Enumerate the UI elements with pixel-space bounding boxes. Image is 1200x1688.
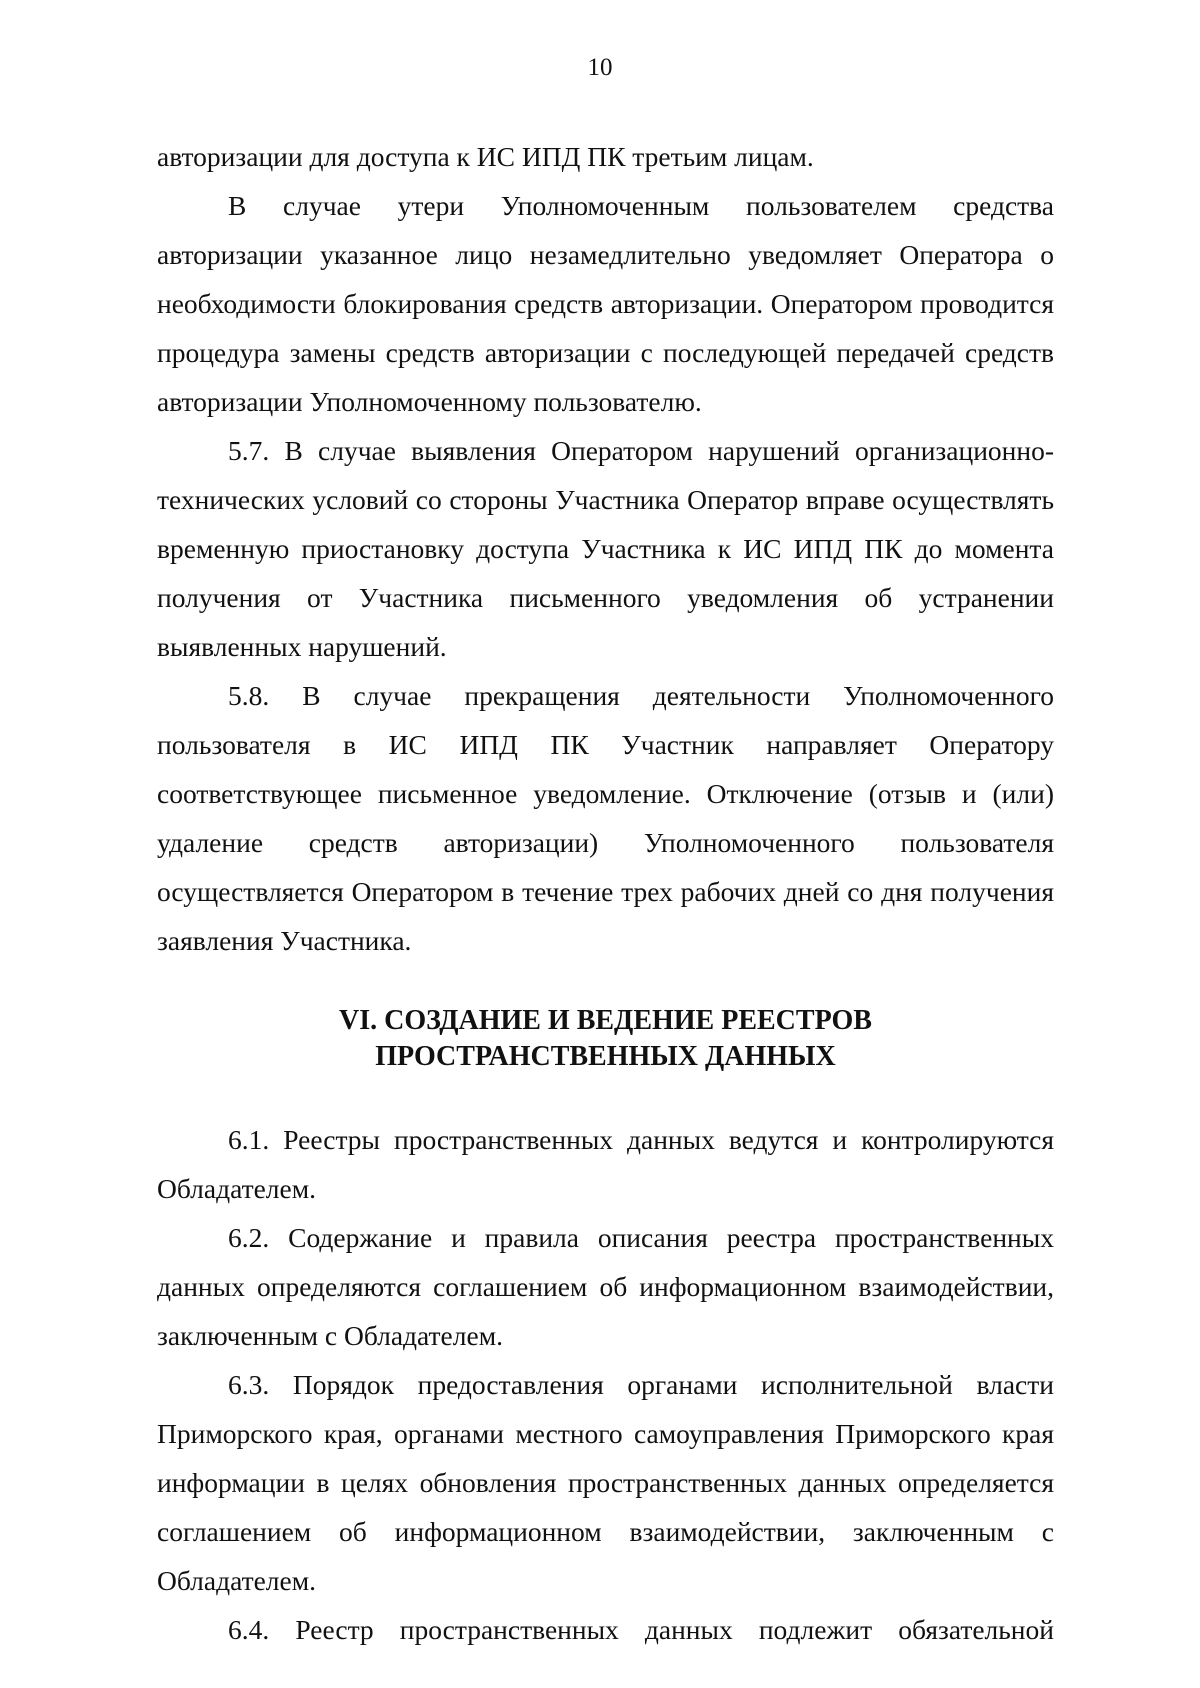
page-number: 10	[587, 54, 613, 81]
section-heading-line-1: VI. СОЗДАНИЕ И ВЕДЕНИЕ РЕЕСТРОВ	[339, 1005, 872, 1036]
section-heading	[157, 1003, 1054, 1075]
paragraph-6-3: 6.3. Порядок предоставления органами исполнительной власти Приморского края, органами местного самоуправления Приморского края информации в целях обновления пространственных данных определяется соглашением об информационном взаимодействии, заключенным с Обладателем.	[157, 1369, 1054, 1596]
document-body	[157, 132, 1054, 1654]
paragraph-5-8: 5.8. В случае прекращения деятельности Уполномоченного пользователя в ИС ИПД ПК Участник направляет Оператору соответствующее письменное уведомление. Отключение (отзыв и (или) удаление средств авторизации) Уполномоченного пользователя осуществляется Оператором в течение трех рабочих дней со дня получения заявления Участника.	[157, 680, 1054, 956]
paragraph-continuation: авторизации для доступа к ИС ИПД ПК третьим лицам.	[157, 141, 814, 172]
paragraph-6-1: 6.1. Реестры пространственных данных ведутся и контролируются Обладателем.	[157, 1124, 1054, 1204]
paragraph-6-2: 6.2. Содержание и правила описания реестра пространственных данных определяются соглашением об информационном взаимодействии, заключенным с Обладателем.	[157, 1222, 1054, 1351]
paragraph-5-7: 5.7. В случае выявления Оператором нарушений организационно-технических условий со стороны Участника Оператор вправе осуществлять временную приостановку доступа Участника к ИС ИПД ПК до момента получения от Участника письменного уведомления об устранении выявленных нарушений.	[157, 435, 1054, 662]
paragraph-auth-loss: В случае утери Уполномоченным пользователем средства авторизации указанное лицо незамедлительно уведомляет Оператора о необходимости блокирования средств авторизации. Оператором проводится процедура замены средств авторизации с последующей передачей средств авторизации Уполномоченному пользователю.	[157, 190, 1054, 417]
paragraph-6-4: 6.4. Реестр пространственных данных подлежит обязательной	[228, 1614, 1054, 1645]
section-heading-line-2: ПРОСТРАНСТВЕННЫХ ДАННЫХ	[375, 1041, 836, 1072]
